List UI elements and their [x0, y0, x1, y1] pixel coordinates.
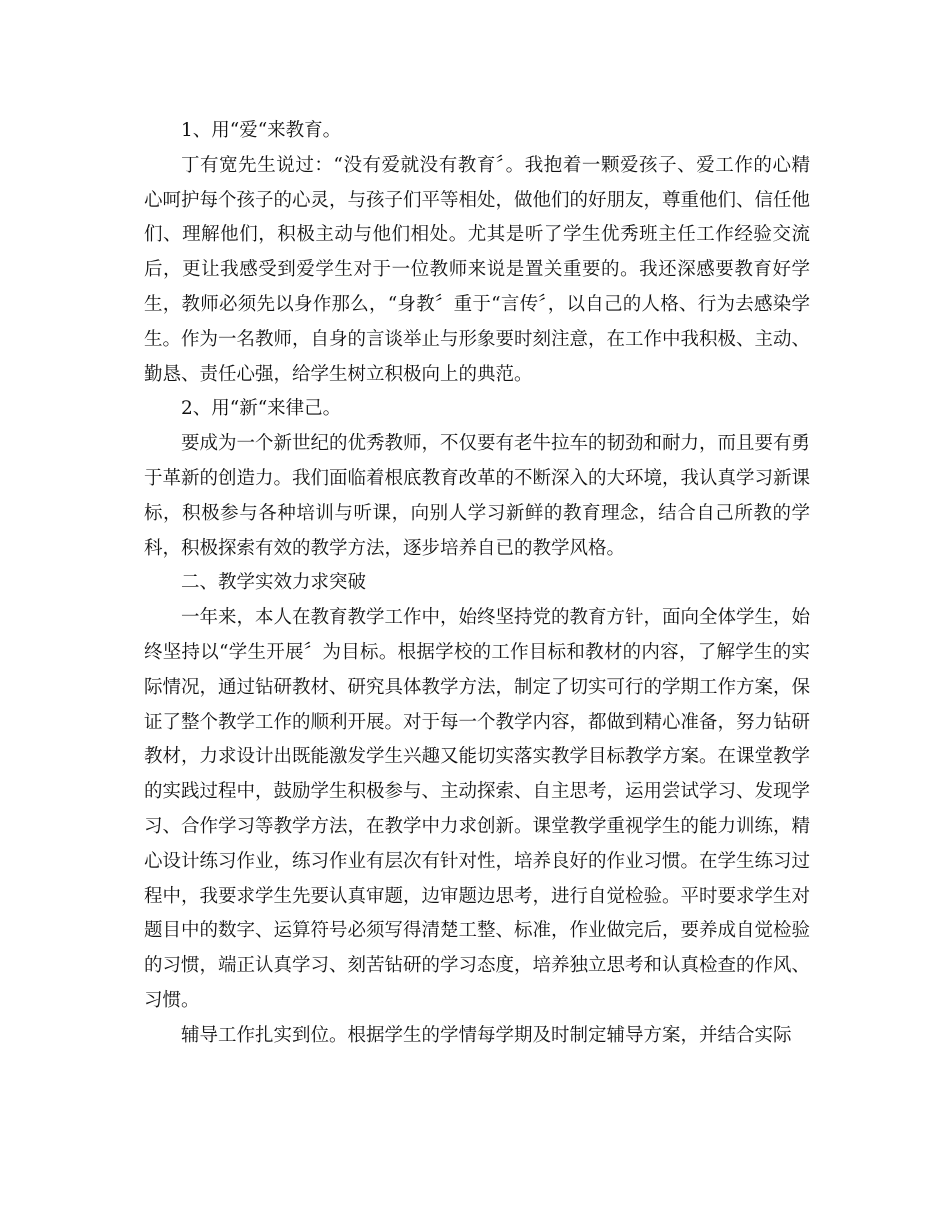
- paragraph-love-education: 丁有宽先生说过：“没有爱就没有教育〞。我抱着一颗爱孩子、爱工作的心精心呵护每个孩子的心灵，与孩子们平等相处，做他们的好朋友，尊重他们、信任他们、理解他们，积极主动与他们相处。尤其是听了学生优秀班主任工作经验交流后，更让我感受到爱学生对于一位教师来说是置关重要的。我还深感要教育好学生，教师必须先以身作那么，“身教〞重于“言传〞，以自己的人格、行为去感染学生。作为一名教师，自身的言谈举止与形象要时刻注意，在工作中我积极、主动、勤恳、责任心强，给学生树立积极向上的典范。: [144, 154, 811, 385]
- section-heading-teaching: 二、教学实效力求突破: [181, 572, 367, 594]
- paragraph-tutoring: 辅导工作扎实到位。根据学生的学情每学期及时制定辅导方案，并结合实际: [181, 1024, 792, 1046]
- paragraph-teaching-practice: 一年来，本人在教育教学工作中，始终坚持党的教育方针，面向全体学生，始终坚持以“学生开展〞为目标。根据学校的工作目标和教材的内容，了解学生的实际情况，通过钻研教材、研究具体教学方法，制定了切实可行的学期工作方案，保证了整个教学工作的顺利开展。对于每一个教学内容，都做到精心准备，努力钻研教材，力求设计出既能激发学生兴趣又能切实落实教学目标教学方案。在课堂教学的实践过程中，鼓励学生积极参与、主动探索、自主思考，运用尝试学习、发现学习、合作学习等教学方法，在教学中力求创新。课堂教学重视学生的能力训练，精心设计练习作业，练习作业有层次有针对性，培养良好的作业习惯。在学生练习过程中，我要求学生先要认真审题，边审题边思考，进行自觉检验。平时要求学生对题目中的数字、运算符号必须写得清楚工整、标准，作业做完后，要养成自觉检验的习惯，端正认真学习、刻苦钻研的学习态度，培养独立思考和认真检查的作风、习惯。: [144, 607, 811, 1011]
- document-body: [144, 114, 810, 1054]
- section-heading-new: 2、用“新“来律己。: [181, 398, 342, 420]
- section-heading-love: 1、用“爱“来教育。: [181, 120, 342, 141]
- paragraph-self-discipline: 要成为一个新世纪的优秀教师，不仅要有老牛拉车的韧劲和耐力，而且要有勇于革新的创造力。我们面临着根底教育改革的不断深入的大环境，我认真学习新课标，积极参与各种培训与听课，向别人学习新鲜的教育理念，结合自己所教的学科，积极探索有效的教学方法，逐步培养自已的教学风格。: [144, 433, 811, 559]
